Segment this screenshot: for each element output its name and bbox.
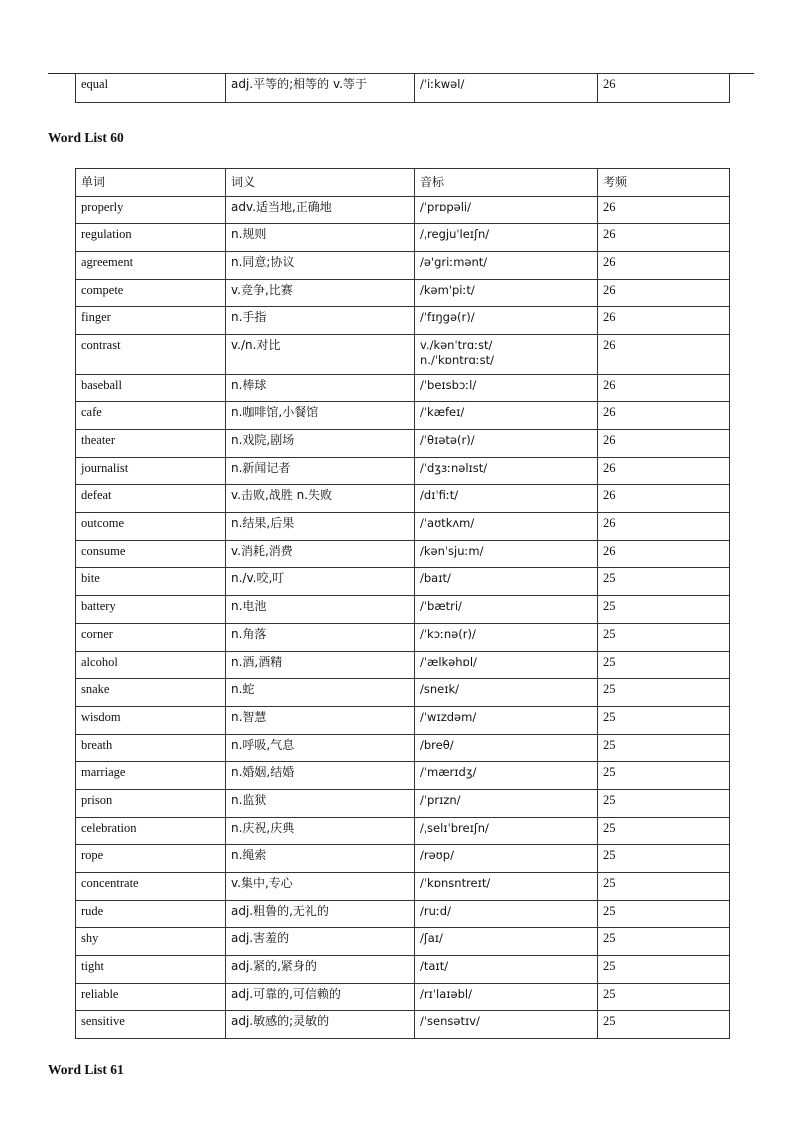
phonetic-cell [415,789,598,817]
frequency-cell: 25 [598,900,730,928]
frequency-cell: 25 [598,928,730,956]
frequency-cell: 25 [598,817,730,845]
previous-word-table [75,73,730,103]
table-row [76,402,730,430]
phonetic-cell [415,540,598,568]
definition-cell: n.婚姻,结婚 [226,762,415,790]
word-cell: sensitive [76,1011,226,1039]
phonetic-line: /ˈfɪŋgə(r)/ [420,310,475,325]
phonetic-line: /sneɪk/ [420,682,460,697]
frequency-cell: 26 [598,74,730,103]
phonetic-cell [415,196,598,224]
word-cell: outcome [76,513,226,541]
phonetic-cell: /ˈiːkwəl/ [415,74,598,103]
word-list-60-heading: Word List 60 [48,130,124,145]
definition-cell: adj.紧的,紧身的 [226,956,415,984]
frequency-cell: 26 [598,224,730,252]
word-cell: rope [76,845,226,873]
word-list-61-heading: Word List 61 [48,1062,124,1077]
word-cell: rude [76,900,226,928]
word-cell: concentrate [76,873,226,901]
frequency-cell: 25 [598,623,730,651]
definition-cell: n.角落 [226,623,415,651]
table-row [76,74,730,103]
frequency-cell: 26 [598,540,730,568]
phonetic-cell [415,900,598,928]
phonetic-cell [415,956,598,984]
table-row [76,845,730,873]
word-cell: finger [76,307,226,335]
phonetic-line: /ˈprɒpəli/ [420,199,472,214]
phonetic-cell [415,430,598,458]
definition-cell: n.监狱 [226,789,415,817]
table-row [76,789,730,817]
frequency-cell: 26 [598,307,730,335]
phonetic-cell [415,651,598,679]
phonetic-line: /ʃaɪ/ [420,931,443,946]
phonetic-line: /ruːd/ [420,903,451,918]
phonetic-line: /ˈdʒɜːnəlɪst/ [420,460,488,475]
frequency-cell: 25 [598,679,730,707]
word-cell: battery [76,596,226,624]
phonetic-line: /dɪˈfiːt/ [420,488,459,503]
phonetic-cell [415,252,598,280]
phonetic-cell [415,513,598,541]
table-row [76,485,730,513]
phonetic-cell [415,335,598,375]
word-cell: consume [76,540,226,568]
phonetic-cell [415,623,598,651]
phonetic-line: /ˈbeɪsbɔːl/ [420,377,477,392]
phonetic-line: v./kənˈtrɑːst/ [420,338,493,353]
frequency-cell: 26 [598,279,730,307]
table-row [76,983,730,1011]
frequency-cell: 26 [598,252,730,280]
phonetic-line: /ˈprɪzn/ [420,792,461,807]
word-cell: reliable [76,983,226,1011]
table-row [76,900,730,928]
frequency-cell: 25 [598,1011,730,1039]
word-cell: cafe [76,402,226,430]
frequency-cell: 25 [598,706,730,734]
word-cell: corner [76,623,226,651]
word-cell: bite [76,568,226,596]
phonetic-line: /rɪˈlaɪəbl/ [420,986,472,1001]
frequency-cell: 26 [598,335,730,375]
phonetic-line: /kənˈsjuːm/ [420,543,484,558]
table-row [76,1011,730,1039]
definition-cell: n.蛇 [226,679,415,707]
phonetic-cell [415,485,598,513]
table-row [76,706,730,734]
table-row [76,568,730,596]
definition-cell: adj.害羞的 [226,928,415,956]
table-row [76,762,730,790]
definition-cell: v.集中,专心 [226,873,415,901]
phonetic-cell [415,983,598,1011]
table-row [76,307,730,335]
word-list-60-table [75,168,730,1039]
frequency-cell: 25 [598,956,730,984]
definition-cell: n.呼吸,气息 [226,734,415,762]
word-cell: tight [76,956,226,984]
definition-cell: n.咖啡馆,小餐馆 [226,402,415,430]
phonetic-line: /baɪt/ [420,571,451,586]
frequency-cell: 26 [598,402,730,430]
phonetic-cell [415,279,598,307]
definition-cell: n.绳索 [226,845,415,873]
phonetic-cell [415,706,598,734]
word-cell: marriage [76,762,226,790]
definition-cell: v./n.对比 [226,335,415,375]
column-header-definition: 词义 [226,169,415,197]
word-cell: regulation [76,224,226,252]
phonetic-cell [415,679,598,707]
frequency-cell: 26 [598,457,730,485]
frequency-cell: 25 [598,651,730,679]
definition-cell: n.酒,酒精 [226,651,415,679]
table-row [76,196,730,224]
table-row [76,734,730,762]
phonetic-cell [415,1011,598,1039]
table-row [76,335,730,375]
definition-cell: n.戏院,剧场 [226,430,415,458]
phonetic-cell [415,845,598,873]
phonetic-line: /ˈkæfeɪ/ [420,405,465,420]
phonetic-line: /ˈkɔːnə(r)/ [420,626,476,641]
frequency-cell: 26 [598,513,730,541]
word-cell: journalist [76,457,226,485]
definition-cell: adj.平等的;相等的 v.等于 [226,74,415,103]
definition-cell: adj.可靠的,可信赖的 [226,983,415,1011]
phonetic-line: /ˈbætri/ [420,599,462,614]
word-cell: prison [76,789,226,817]
phonetic-cell [415,457,598,485]
table-row [76,457,730,485]
word-cell: agreement [76,252,226,280]
definition-cell: adj.敏感的;灵敏的 [226,1011,415,1039]
definition-cell: n.棒球 [226,374,415,402]
frequency-cell: 25 [598,789,730,817]
phonetic-cell [415,762,598,790]
phonetic-line: /ˈælkəhɒl/ [420,654,477,669]
word-cell: compete [76,279,226,307]
definition-cell: v.消耗,消费 [226,540,415,568]
table-row [76,513,730,541]
definition-cell: adv.适当地,正确地 [226,196,415,224]
frequency-cell: 25 [598,762,730,790]
table-row [76,623,730,651]
table-row [76,540,730,568]
definition-cell: v.击败,战胜 n.失败 [226,485,415,513]
word-cell: breath [76,734,226,762]
table-row [76,279,730,307]
frequency-cell: 25 [598,873,730,901]
word-cell: defeat [76,485,226,513]
phonetic-line: /breθ/ [420,737,454,752]
phonetic-line: /taɪt/ [420,959,449,974]
phonetic-line: n./ˈkɒntrɑːst/ [420,353,495,368]
word-cell: contrast [76,335,226,375]
phonetic-line: /rəʊp/ [420,848,454,863]
table-row [76,224,730,252]
phonetic-line: /ˈaʊtkʌm/ [420,516,475,531]
definition-cell: n.同意;协议 [226,252,415,280]
frequency-cell: 26 [598,196,730,224]
phonetic-cell [415,734,598,762]
word-cell: theater [76,430,226,458]
phonetic-cell [415,224,598,252]
table-row [76,956,730,984]
definition-cell: n.结果,后果 [226,513,415,541]
table-row [76,430,730,458]
phonetic-cell [415,873,598,901]
phonetic-cell [415,568,598,596]
word-cell: celebration [76,817,226,845]
frequency-cell: 26 [598,485,730,513]
table-header-row [76,169,730,197]
definition-cell: n./v.咬,叮 [226,568,415,596]
definition-cell: n.电池 [226,596,415,624]
frequency-cell: 26 [598,374,730,402]
frequency-cell: 25 [598,596,730,624]
word-cell: shy [76,928,226,956]
phonetic-line: /ˈkɒnsntreɪt/ [420,876,491,890]
definition-cell: v.竞争,比赛 [226,279,415,307]
phonetic-line: /kəm'piːt/ [420,282,475,297]
definition-cell: n.智慧 [226,706,415,734]
phonetic-line: /ˌselɪˈbreɪʃn/ [420,820,489,835]
table-row [76,252,730,280]
phonetic-cell [415,307,598,335]
table-row [76,679,730,707]
definition-cell: adj.粗鲁的,无礼的 [226,900,415,928]
frequency-cell: 25 [598,983,730,1011]
column-header-phonetic: 音标 [415,169,598,197]
phonetic-line: /ˈmærɪdʒ/ [420,765,477,780]
phonetic-cell [415,374,598,402]
frequency-cell: 26 [598,430,730,458]
phonetic-line: /ˌregjuˈleɪʃn/ [420,227,490,242]
definition-cell: n.手指 [226,307,415,335]
phonetic-line: /ə'griːmənt/ [420,255,488,270]
table-row [76,928,730,956]
phonetic-cell [415,817,598,845]
phonetic-cell [415,596,598,624]
table-row [76,374,730,402]
word-cell: properly [76,196,226,224]
word-cell: wisdom [76,706,226,734]
column-header-frequency: 考频 [598,169,730,197]
definition-cell: n.新闻记者 [226,457,415,485]
frequency-cell: 25 [598,845,730,873]
column-header-word: 单词 [76,169,226,197]
table-row [76,817,730,845]
table-row [76,651,730,679]
phonetic-cell [415,402,598,430]
table-row [76,873,730,901]
phonetic-line: /ˈsensətɪv/ [420,1014,480,1029]
phonetic-line: /ˈwɪzdəm/ [420,709,477,724]
word-cell: alcohol [76,651,226,679]
word-cell: snake [76,679,226,707]
definition-cell: n.庆祝,庆典 [226,817,415,845]
definition-cell: n.规则 [226,224,415,252]
frequency-cell: 25 [598,734,730,762]
word-cell: baseball [76,374,226,402]
word-cell: equal [76,74,226,103]
word-list-60-body [76,196,730,1038]
phonetic-line: /ˈθɪətə(r)/ [420,433,475,447]
frequency-cell: 25 [598,568,730,596]
table-row [76,596,730,624]
phonetic-cell [415,928,598,956]
